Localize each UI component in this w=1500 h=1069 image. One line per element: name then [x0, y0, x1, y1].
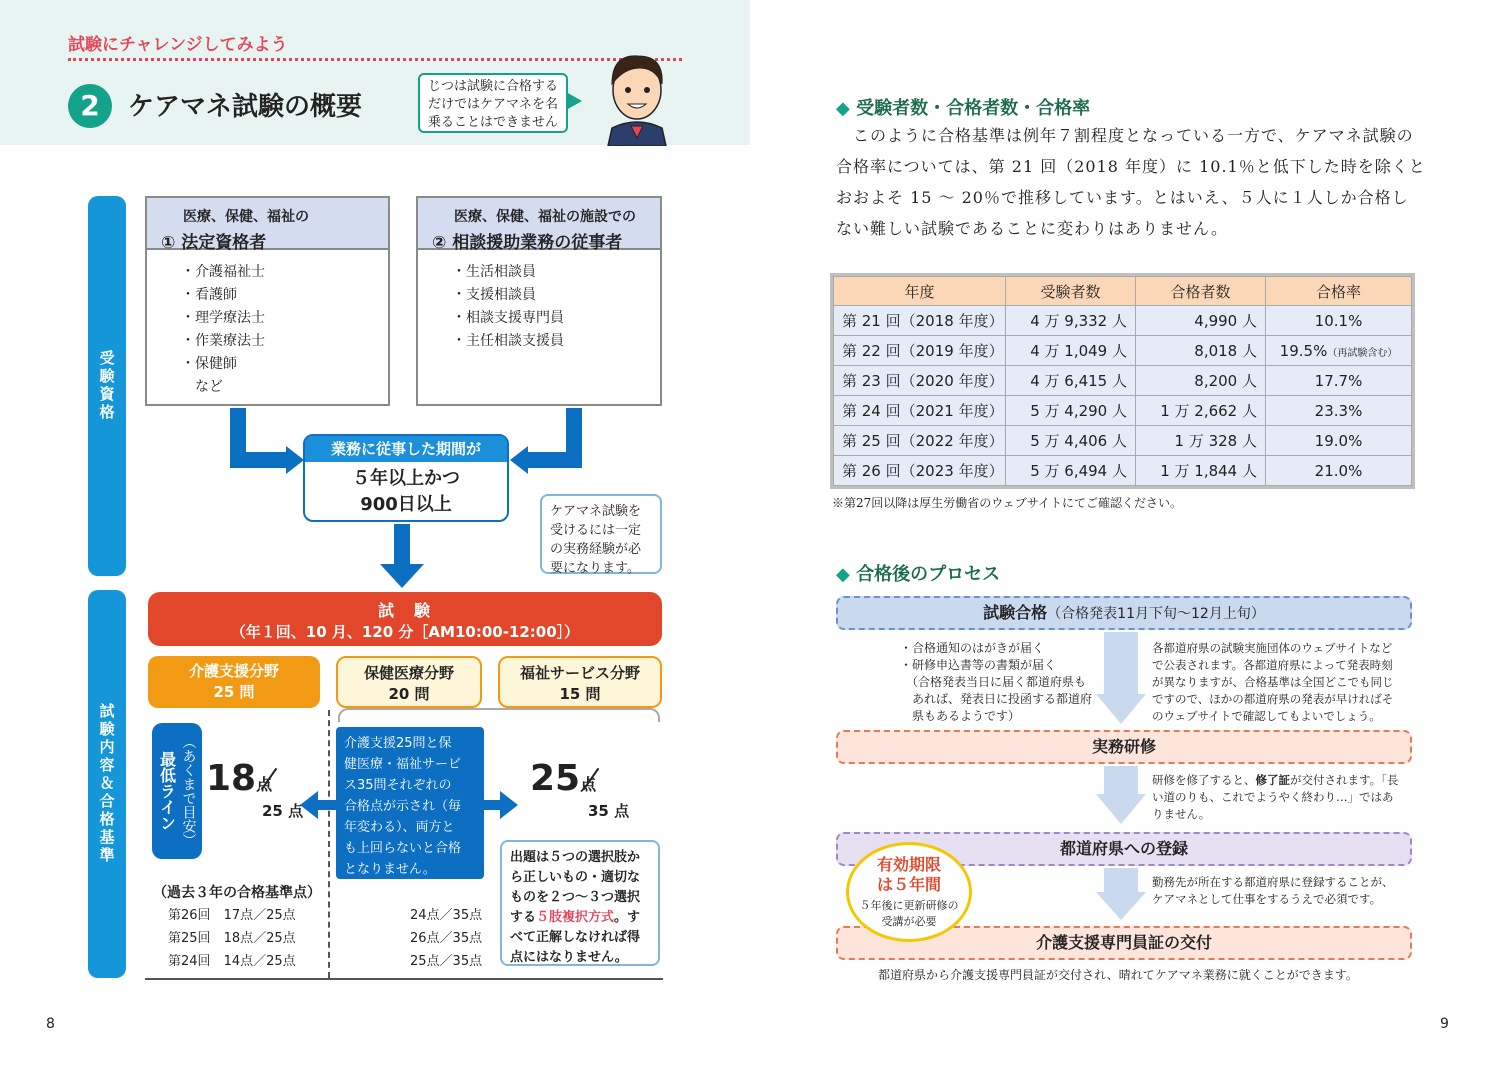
speech-bubble-tail [566, 92, 582, 110]
qualification-list-2: ・生活相談員 ・支援相談員 ・相談支援専門員 ・主任相談支援員 [452, 264, 564, 349]
arrow-horizontal-right [528, 452, 582, 468]
flow-arrow-2 [1104, 766, 1138, 796]
step1-right-notes: 各都道府県の試験実施団体のウェブサイトなど で公表されます。各都道府県によって発表時刻 が異なりますが、合格基準は全国どこでも同じ ですので、ほかの都道府県の発表が早ければそ のウェブサイトで確認してもよいでしょう。 [1152, 641, 1394, 723]
bottom-rule [145, 978, 663, 980]
step-prefecture-registration: 都道府県への登録 [836, 832, 1412, 866]
exam-banner: 試 験 （年１回、10 月、120 分［AM10:00-12:00］） [148, 592, 662, 646]
arrow-stem-leftwards [318, 800, 336, 810]
qualification-list-1: ・介護福祉士 ・看護師 ・理学療法士 ・作業療法士 ・保健師 など [181, 264, 265, 395]
step3-notes: 勤務先が所在する都道府県に登録することが、 ケアマネとして仕事をするうえで必須です。 [1152, 875, 1394, 906]
section-heading-stats: ◆ 受験者数・合格者数・合格率 [836, 98, 1091, 119]
vbar-exam-criteria: 試験内容＆合格基準 [88, 590, 126, 978]
qualification-box-1-header: 医療、保健、福祉の ① 法定資格者 [147, 198, 388, 250]
explanation-box: 介護支援25問と保 健医療・福祉サービ ス35問それぞれの 合格点が示され（毎 年変わる）、両方と も上回らないと合格 となりません。 [336, 727, 484, 879]
step-practical-training: 実務研修 [836, 730, 1412, 764]
flow-arrow-2-head-icon [1096, 794, 1146, 824]
table-row: 第 21 回（2018 年度） 4 万 9,332 人 4,990 人 10.1% [834, 306, 1412, 336]
arrow-down-stem [394, 524, 410, 566]
qualification-box-2 [416, 196, 662, 406]
experience-condition-box: 業務に従事した期間が ５年以上かつ 900日以上 [303, 434, 509, 522]
table-row: 第 25 回（2022 年度） 5 万 4,406 人 1 万 328 人 19.0% [834, 426, 1412, 456]
diamond-icon: ◆ [836, 98, 850, 119]
table-header-row: 年度 受験者数 合格者数 合格率 [834, 277, 1412, 306]
arrow-head-right-icon [286, 446, 304, 474]
page-number-right: 9 [1440, 1016, 1449, 1032]
step-certificate-issuance: 介護支援専門員証の交付 [836, 926, 1412, 960]
table-row: 第 26 回（2023 年度） 5 万 6,494 人 1 万 1,844 人 21.0% [834, 456, 1412, 486]
callout-experience-note: ケアマネ試験を 受けるには一定 の実務経験が必 要になります。 [540, 494, 662, 574]
field-health-medical: 保健医療分野 20 問 [336, 656, 482, 708]
callout-question-format: 出題は５つの選択肢か ら正しいもの・適切な ものを２つ〜３つ選択 する５肢複択方式。すべて正解しなければ得点にはなりません。 [500, 840, 660, 966]
dashed-divider [328, 710, 330, 978]
step1-left-notes: ・合格通知のはがきが届く ・研修申込書等の書類が届く （合格発表当日に届く都道府県も あれば、発表日に投函する都道府 県もあるようです） [900, 641, 1093, 723]
arrow-right-icon [500, 791, 518, 819]
header-kicker: 試験にチャレンジしてみよう [68, 35, 288, 55]
condition-header: 業務に従事した期間が [305, 436, 507, 462]
arrow-horizontal-left [230, 452, 288, 468]
score-right: 25点 [530, 758, 597, 799]
section-heading-process: ◆ 合格後のプロセス [836, 564, 1001, 585]
table-note: ※第27回以降は厚生労働省のウェブサイトにてご確認ください。 [832, 496, 1182, 510]
score-left-total: 25 点 [262, 802, 304, 820]
table-row: 第 23 回（2020 年度） 4 万 6,415 人 8,200 人 17.7% [834, 366, 1412, 396]
table-row: 第 24 回（2021 年度） 5 万 4,290 人 1 万 2,662 人 23.3% [834, 396, 1412, 426]
bracket [338, 708, 660, 722]
score-right-total: 35 点 [588, 802, 630, 820]
step-exam-pass: 試験合格（合格発表11月下旬〜12月上旬） [836, 596, 1412, 630]
field-care-support: 介護支援分野 25 問 [148, 656, 320, 708]
qualification-box-2-header: 医療、保健、福祉の施設での ② 相談援助業務の従事者 [418, 198, 660, 250]
field-welfare-services: 福祉サービス分野 15 問 [498, 656, 662, 708]
diamond-icon: ◆ [836, 564, 850, 585]
minimum-line-badge: 最低ライン （あくまで目安） [152, 723, 202, 859]
page-number-left: 8 [46, 1016, 55, 1032]
flow-arrow-3 [1104, 868, 1138, 894]
score-left: 18点 [206, 758, 273, 799]
section-number: 2 [68, 84, 112, 128]
qualification-box-1 [145, 196, 390, 406]
paragraph: このように合格基準は例年７割程度となっている一方で、ケアマネ試験の 合格率については、第 21 回（2018 年度）に 10.1％と低下した時を除くと おおよそ 15 〜 20％で推移しています。とはいえ、５人に１人しか合格し ない難しい試験であることに変わりはありません。 [836, 126, 1426, 238]
character-illustration [600, 46, 674, 146]
validity-badge: 有効期限 は５年間 ５年後に更新研修の 受講が必要 [846, 842, 972, 942]
flow-arrow-3-head-icon [1096, 892, 1146, 920]
past-scores-a: 第26回 17点／25点 第25回 18点／25点 第24回 14点／25点 [168, 908, 296, 969]
vbar-eligibility: 受験資格 [88, 196, 126, 576]
arrow-head-left-icon [510, 446, 528, 474]
section-title: ケアマネ試験の概要 [128, 92, 363, 122]
arrow-left-icon [300, 791, 318, 819]
step4-note: 都道府県から介護支援専門員証が交付され、晴れてケアマネ業務に就くことができます。 [878, 968, 1358, 982]
dotted-rule [68, 58, 682, 61]
results-table [830, 273, 1415, 489]
speech-bubble: じつは試験に合格する だけではケアマネを名 乗ることはできません [418, 73, 568, 133]
table-row: 第 22 回（2019 年度） 4 万 1,049 人 8,018 人 19.5%（再試験含む） [834, 336, 1412, 366]
past-scores-b: 24点／35点 26点／35点 25点／35点 [410, 908, 483, 969]
past-title: （過去３年の合格基準点） [153, 885, 321, 901]
arrow-down-icon [380, 564, 424, 588]
step2-notes: 研修を修了すると、修了証が交付されます。「長 い道のりも、これでようやく終わり…」ではあ りません。 [1152, 773, 1399, 821]
